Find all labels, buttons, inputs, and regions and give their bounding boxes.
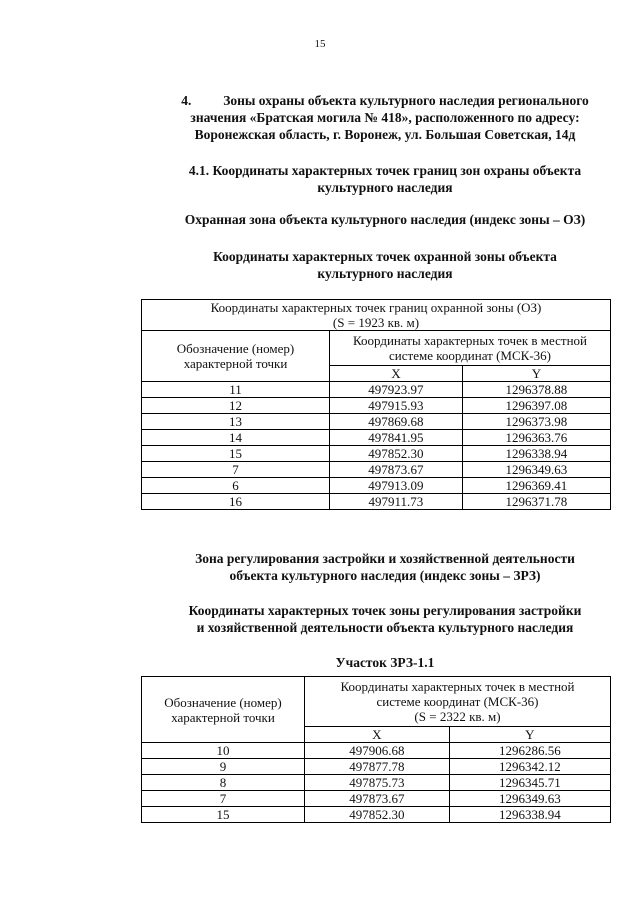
table-row <box>142 791 611 807</box>
zrz-coords-heading <box>150 602 620 636</box>
zrz-coordinates-table <box>141 676 611 823</box>
point-cell: 14 <box>142 430 330 446</box>
section-4-line3: Воронежская область, г. Воронеж, ул. Большая Советская, 14д <box>194 127 576 142</box>
y-cell: 1296342.12 <box>449 759 610 775</box>
x-cell: 497841.95 <box>330 430 463 446</box>
x-cell: 497873.67 <box>305 791 450 807</box>
section-4-1-heading <box>150 162 620 196</box>
section-4-1-line2: культурного наследия <box>317 180 453 195</box>
table-row <box>142 382 611 398</box>
table2-col-coords-line1: Координаты характерных точек в местной <box>340 679 575 694</box>
table2-col-x: X <box>305 727 450 743</box>
oz-coords-line1: Координаты характерных точек охранной зоны объекта <box>213 249 557 264</box>
point-cell: 7 <box>142 791 305 807</box>
y-cell: 1296338.94 <box>462 446 610 462</box>
table-row <box>142 398 611 414</box>
x-cell: 497852.30 <box>330 446 463 462</box>
section-4-heading <box>150 92 620 143</box>
oz-coordinates-table <box>141 299 611 510</box>
y-cell: 1296286.56 <box>449 743 610 759</box>
zrz-coords-line1: Координаты характерных точек зоны регулирования застройки <box>188 603 582 618</box>
table-row <box>142 414 611 430</box>
point-cell: 9 <box>142 759 305 775</box>
x-cell: 497852.30 <box>305 807 450 823</box>
x-cell: 497913.09 <box>330 478 463 494</box>
point-cell: 8 <box>142 775 305 791</box>
x-cell: 497877.78 <box>305 759 450 775</box>
x-cell: 497873.67 <box>330 462 463 478</box>
table-row <box>142 478 611 494</box>
y-cell: 1296369.41 <box>462 478 610 494</box>
table-row <box>142 430 611 446</box>
table1-title <box>142 300 611 331</box>
table2-col-coords-line2: системе координат (МСК-36) <box>376 694 539 709</box>
table1-col-x: X <box>330 366 463 382</box>
table-row <box>142 807 611 823</box>
table1-title-line1: Координаты характерных точек границ охранной зоны (ОЗ) <box>210 300 542 315</box>
y-cell: 1296378.88 <box>462 382 610 398</box>
y-cell: 1296349.63 <box>449 791 610 807</box>
section-4-line1: Зоны охраны объекта культурного наследия регионального <box>223 93 589 108</box>
table2-col-y: Y <box>449 727 610 743</box>
x-cell: 497923.97 <box>330 382 463 398</box>
table1-col-coords: Координаты характерных точек в местной системе координат (МСК-36) <box>330 331 611 366</box>
table-row <box>142 446 611 462</box>
x-cell: 497869.68 <box>330 414 463 430</box>
point-cell: 10 <box>142 743 305 759</box>
y-cell: 1296371.78 <box>462 494 610 510</box>
table-row <box>142 743 611 759</box>
page-number: 15 <box>314 38 326 50</box>
oz-coords-line2: культурного наследия <box>317 266 453 281</box>
point-cell: 16 <box>142 494 330 510</box>
table-row <box>142 462 611 478</box>
table2-col-coords-line3: (S = 2322 кв. м) <box>414 709 501 724</box>
x-cell: 497906.68 <box>305 743 450 759</box>
x-cell: 497911.73 <box>330 494 463 510</box>
point-cell: 15 <box>142 446 330 462</box>
point-cell: 12 <box>142 398 330 414</box>
zrz-heading-line2: объекта культурного наследия (индекс зоны – ЗРЗ) <box>229 568 541 583</box>
section-4-1-line1: 4.1. Координаты характерных точек границ зон охраны объекта <box>188 163 582 178</box>
point-cell: 11 <box>142 382 330 398</box>
table1-title-line2: (S = 1923 кв. м) <box>332 315 420 330</box>
table-row <box>142 759 611 775</box>
zrz-heading <box>150 550 620 584</box>
zrz-coords-line2: и хозяйственной деятельности объекта культурного наследия <box>196 620 574 635</box>
table2-col-point: Обозначение (номер) характерной точки <box>142 677 305 743</box>
oz-coords-heading <box>150 248 620 282</box>
table-row <box>142 775 611 791</box>
y-cell: 1296373.98 <box>462 414 610 430</box>
point-cell: 15 <box>142 807 305 823</box>
table1-col-y: Y <box>462 366 610 382</box>
section-title: Участок ЗРЗ-1.1 <box>335 655 435 670</box>
section-number: 4. <box>181 93 192 108</box>
section-4-line2: значения «Братская могила № 418», расположенного по адресу: <box>190 110 580 125</box>
y-cell: 1296349.63 <box>462 462 610 478</box>
oz-heading: Охранная зона объекта культурного наследия (индекс зоны – ОЗ) <box>184 212 586 227</box>
y-cell: 1296345.71 <box>449 775 610 791</box>
table-row <box>142 494 611 510</box>
point-cell: 13 <box>142 414 330 430</box>
x-cell: 497915.93 <box>330 398 463 414</box>
y-cell: 1296363.76 <box>462 430 610 446</box>
x-cell: 497875.73 <box>305 775 450 791</box>
y-cell: 1296338.94 <box>449 807 610 823</box>
point-cell: 6 <box>142 478 330 494</box>
point-cell: 7 <box>142 462 330 478</box>
y-cell: 1296397.08 <box>462 398 610 414</box>
table2-col-coords <box>305 677 611 727</box>
table1-col-point: Обозначение (номер) характерной точки <box>142 331 330 382</box>
zrz-heading-line1: Зона регулирования застройки и хозяйственной деятельности <box>195 551 575 566</box>
